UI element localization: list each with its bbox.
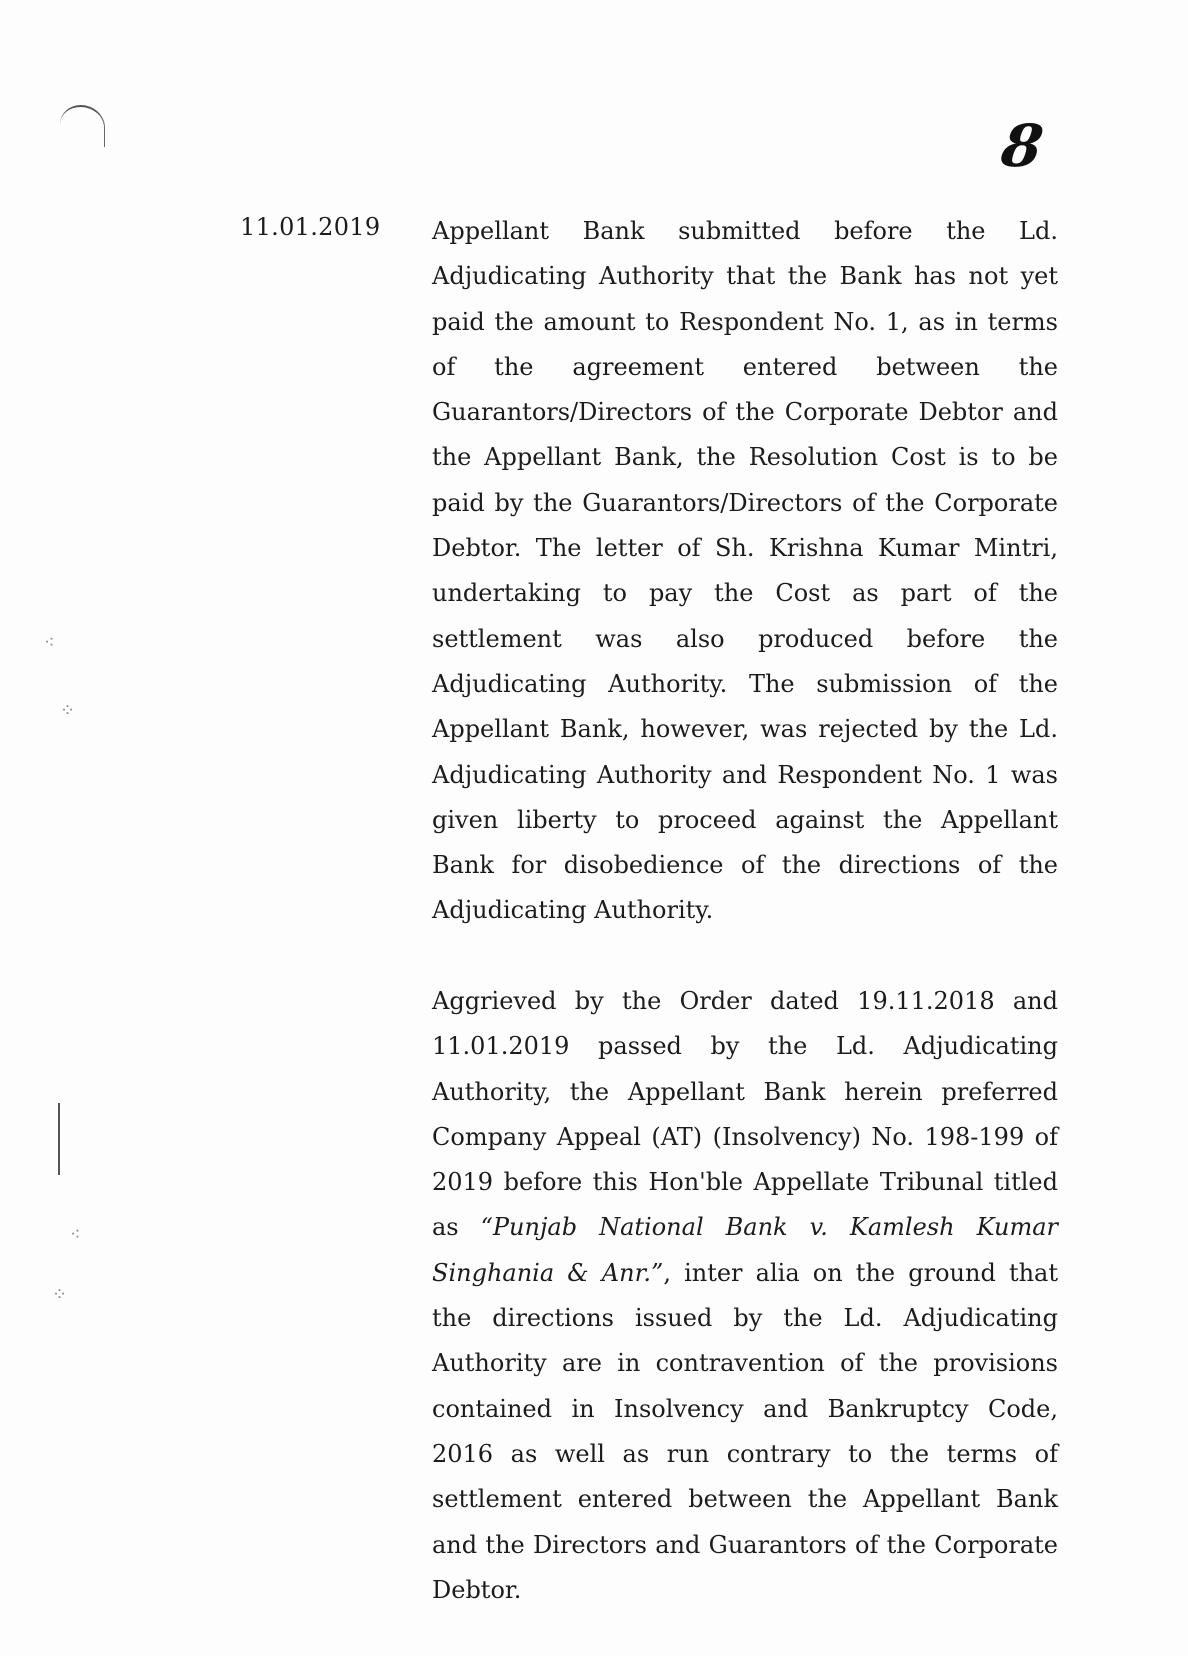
scan-speck: ⁘ [52, 1284, 68, 1305]
page-number: 8 [997, 112, 1048, 180]
case-title: “Punjab National Bank v. Kamlesh Kumar Singhania & Anr.” [432, 1213, 1058, 1287]
scan-mark-arc [60, 105, 105, 147]
entry-date: 11.01.2019 [240, 213, 381, 241]
paragraph-2-text-after: , inter alia on the ground that the directions issued by the Ld. Adjudicating Authority are in contravention of the provisions contained in Insolvency and Bankruptcy Code, 2016 as well as run contrary to the terms of settlement entered between the Appellant Bank and the Directors and Guarantors of the Corporate Debtor. [432, 1258, 1058, 1604]
scan-speck: ⁖ [44, 632, 55, 653]
scan-speck: ⁖ [70, 1224, 81, 1245]
scan-speck: ⁘ [60, 700, 76, 721]
order-paragraph-2 [432, 979, 1058, 1613]
paragraph-2-text-before: Aggrieved by the Order dated 19.11.2018 and 11.01.2019 passed by the Ld. Adjudicating Authority, the Appellant Bank herein preferred Company Appeal (AT) (Insolvency) No. 198-199 of 2019 before this Hon'ble Appellate Tribunal titled as [432, 987, 1058, 1242]
scan-mark-line [58, 1103, 60, 1175]
order-paragraph-1: Appellant Bank submitted before the Ld. Adjudicating Authority that the Bank has not yet paid the amount to Respondent No. 1, as in terms of the agreement entered between the Guarantors/Directors of the Corporate Debtor and the Appellant Bank, the Resolution Cost is to be paid by the Guarantors/Directors of the Corporate Debtor. The letter of Sh. Krishna Kumar Mintri, undertaking to pay the Cost as part of the settlement was also produced before the Adjudicating Authority. The submission of the Appellant Bank, however, was rejected by the Ld. Adjudicating Authority and Respondent No. 1 was given liberty to proceed against the Appellant Bank for disobedience of the directions of the Adjudicating Authority. [432, 217, 1058, 925]
